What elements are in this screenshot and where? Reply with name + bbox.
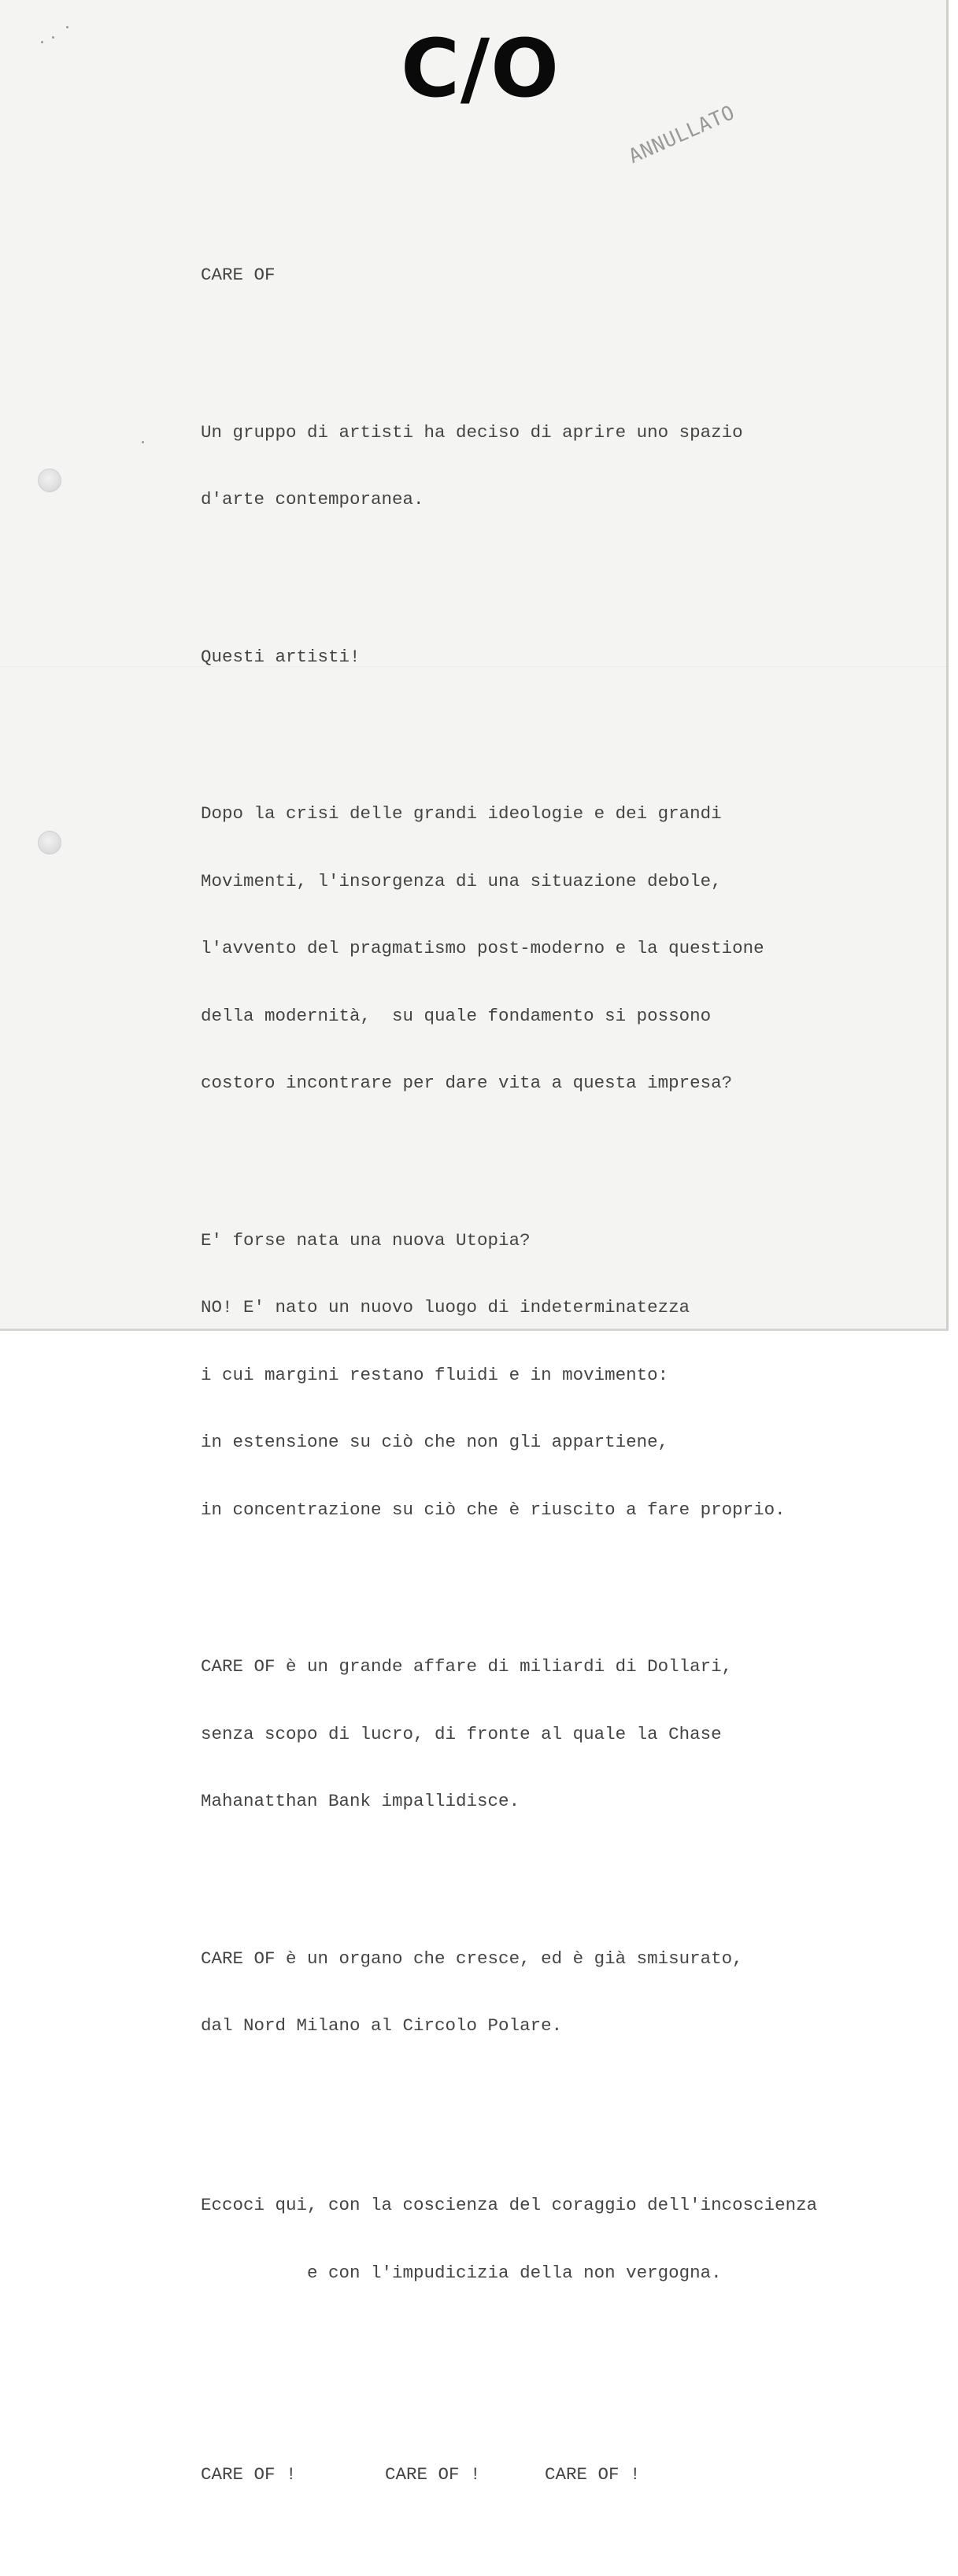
text-line: Un gruppo di artisti ha deciso di aprire uno spazio: [201, 421, 743, 443]
punch-hole: [38, 831, 61, 854]
closing-line: [201, 2463, 878, 2486]
paper-speck: [142, 441, 144, 443]
punch-hole: [38, 469, 61, 492]
typewritten-body: [201, 219, 878, 2531]
text-line: in estensione su ciò che non gli appartiene,: [201, 1432, 669, 1452]
text-line: Questi artisti!: [201, 646, 361, 667]
closing-care-of: CARE OF !: [545, 2464, 641, 2485]
text-line: E' forse nata una nuova Utopia?: [201, 1229, 531, 1251]
annullato-stamp: ANNULLATO: [625, 100, 738, 168]
paper-speck: [52, 36, 54, 39]
text-line: in concentrazione su ciò che è riuscito a fare proprio.: [201, 1499, 786, 1520]
text-line: CARE OF è un organo che cresce, ed è già smisurato,: [201, 1948, 743, 1969]
text-line: i cui margini restano fluidi e in movimento:: [201, 1364, 669, 1385]
text-line: d'arte contemporanea.: [201, 489, 424, 510]
text-line: della modernità, su quale fondamento si possono: [201, 1005, 712, 1026]
closing-care-of: CARE OF !: [385, 2464, 481, 2485]
text-line: costoro incontrare per dare vita a questa impresa?: [201, 1073, 733, 1093]
text-line: senza scopo di lucro, di fronte al quale la Chase: [201, 1723, 722, 1744]
text-line: Dopo la crisi delle grandi ideologie e dei grandi: [201, 803, 722, 824]
text-line: Eccoci qui, con la coscienza del coraggio dell'incoscienza: [201, 2195, 818, 2215]
text-line: Movimenti, l'insorgenza di una situazione debole,: [201, 870, 722, 891]
document-title: CARE OF: [201, 265, 276, 285]
text-line: dal Nord Milano al Circolo Polare.: [201, 2015, 563, 2036]
paper-speck: [66, 26, 68, 28]
text-line: Mahanatthan Bank impallidisce.: [201, 1791, 520, 1811]
text-line: e con l'impudicizia della non vergogna.: [201, 2262, 722, 2283]
paper-speck: [41, 41, 43, 43]
closing-care-of: CARE OF !: [201, 2464, 297, 2485]
logo: C/O: [401, 22, 560, 116]
text-line: CARE OF è un grande affare di miliardi di Dollari,: [201, 1656, 733, 1677]
text-line: NO! E' nato un nuovo luogo di indeterminatezza: [201, 1297, 690, 1318]
text-line: l'avvento del pragmatismo post-moderno e la questione: [201, 938, 764, 958]
